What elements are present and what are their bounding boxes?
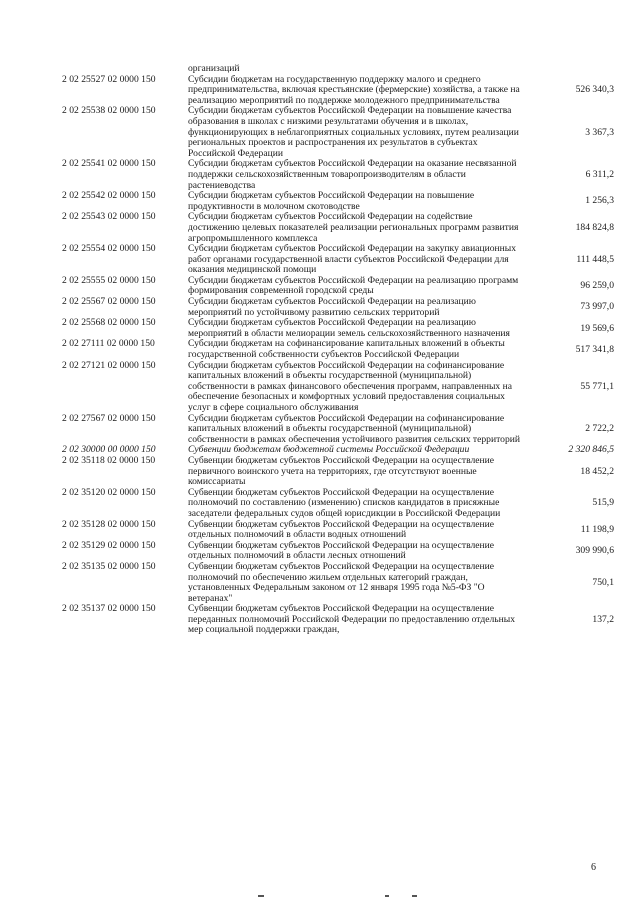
row-amount: 11 198,9: [580, 523, 614, 535]
scan-artifact: [412, 895, 417, 897]
row-code: 2 02 35128 02 0000 150: [62, 518, 156, 530]
row-code: 2 02 25555 02 0000 150: [62, 274, 156, 286]
table-row: [62, 64, 614, 75]
row-name: Субсидии бюджетам субъектов Российской Федерации на реализацию мероприятий в области мелиорации земель сельскохозяйственного назначения: [188, 317, 510, 339]
row-name: Субвенции бюджетам субъектов Российской Федерации на осуществление отдельных полномочий в области лесных отношений: [188, 539, 495, 562]
row-name: Субсидии бюджетам на софинансирование капитальных вложений в объекты государственной собственности субъектов Российской Федерации: [188, 338, 505, 361]
row-code: 2 02 35135 02 0000 150: [62, 560, 156, 572]
table-row: [62, 456, 614, 488]
row-amount: 750,1: [592, 576, 614, 588]
row-code: 2 02 30000 00 0000 150: [62, 444, 156, 456]
row-amount: [528, 64, 614, 75]
table-row: [62, 318, 614, 339]
budget-revenue-table: [62, 64, 614, 636]
row-amount: 19 569,6: [580, 322, 614, 334]
row-name: Субсидии бюджетам субъектов Российской Федерации на софинансирование капитальных вложений в объекты государственной (муниципальной) собственности в рамках обеспечения устойчивого развития сельских территорий: [188, 412, 521, 445]
row-code: 2 02 27567 02 0000 150: [62, 412, 156, 424]
row-name: Субсидии бюджетам на государственную поддержку малого и среднего предпринимательства, включая крестьянские (фермерские) хозяйства, а также на реализацию мероприятий по поддержке молодежного предпринимательства: [188, 73, 520, 106]
row-code: [62, 64, 186, 75]
row-amount: 137,2: [592, 613, 614, 625]
table-row: [62, 562, 614, 604]
row-name: Субвенции бюджетам субъектов Российской Федерации на осуществление отдельных полномочий в области водных отношений: [188, 518, 495, 541]
row-amount: 73 997,0: [580, 301, 614, 313]
row-name: Субсидии бюджетам субъектов Российской Федерации на закупку авиационных работ органами государственной власти субъектов Российской Федерации для оказания медицинской помощи: [188, 243, 517, 276]
row-name: Субсидии бюджетам субъектов Российской Федерации на повышение продуктивности в молочном скотоводстве: [188, 190, 475, 212]
row-code: 2 02 25554 02 0000 150: [62, 243, 156, 255]
row-name: Субсидии бюджетам субъектов Российской Федерации на реализацию мероприятий по устойчивому развитию сельских территорий: [188, 296, 476, 318]
row-code: 2 02 27121 02 0000 150: [62, 359, 156, 371]
row-amount: 1 256,3: [585, 195, 614, 207]
table-row: [62, 488, 614, 520]
row-code: 2 02 25543 02 0000 150: [62, 211, 156, 223]
row-code: 2 02 25541 02 0000 150: [62, 158, 156, 170]
row-code: 2 02 35137 02 0000 150: [62, 603, 156, 615]
row-amount: 517 341,8: [575, 343, 614, 355]
row-amount: 526 340,3: [575, 84, 614, 96]
row-amount: 3 367,3: [585, 126, 614, 138]
row-code: 2 02 35120 02 0000 150: [62, 486, 156, 498]
scan-artifact: [258, 895, 264, 897]
row-name: Субсидии бюджетам субъектов Российской Федерации на повышение качества образования в школах с низкими результатами обучения и в школах, функционирующих в неблагоприятных социальных условиях, путем реализации региональных проектов и распространения их результатов в субъектах Российской Федерации: [188, 105, 519, 159]
table-row: [62, 106, 614, 159]
row-code: 2 02 27111 02 0000 150: [62, 338, 155, 350]
row-code: 2 02 25527 02 0000 150: [62, 73, 156, 85]
row-name: Субвенции бюджетам бюджетной системы Российской Федерации: [188, 444, 470, 456]
row-name: организаций: [188, 63, 240, 74]
row-amount: 2 320 846,5: [568, 444, 614, 456]
table-row: [62, 191, 614, 212]
row-name: Субсидии бюджетам субъектов Российской Федерации на содействие достижению целевых показателей реализации региональных программ развития агропромышленного комплекса: [188, 211, 519, 244]
table-row: [62, 159, 614, 191]
table-row: [62, 212, 614, 244]
row-code: 2 02 25567 02 0000 150: [62, 296, 156, 308]
row-code: 2 02 25542 02 0000 150: [62, 190, 156, 202]
row-amount: 515,9: [592, 497, 614, 509]
row-name: Субвенции бюджетам субъектов Российской Федерации на осуществление полномочий по составлению (изменению) списков кандидатов в присяжные заседатели федеральных судов общей юрисдикции в Российской Федерации: [188, 486, 501, 519]
table-row: [62, 361, 614, 414]
row-amount: 184 824,8: [575, 221, 614, 233]
table-body: [62, 64, 614, 636]
row-name: Субсидии бюджетам субъектов Российской Федерации на оказание несвязанной поддержки сельскохозяйственным товаропроизводителям в области растениеводства: [188, 158, 517, 191]
page-number: 6: [591, 862, 596, 873]
table-row: [62, 520, 614, 541]
row-amount: 18 452,2: [580, 465, 614, 477]
row-amount: 55 771,1: [580, 380, 614, 392]
table-row: [62, 541, 614, 562]
row-name: Субвенции бюджетам субъектов Российской Федерации на осуществление полномочий по обеспечению жильем отдельных категорий граждан, установленных Федеральным законом от 12 января 1995 года №5-ФЗ "О ветеранах": [188, 560, 495, 604]
table-row: [62, 297, 614, 318]
row-code: 2 02 25538 02 0000 150: [62, 105, 156, 117]
row-amount: 96 259,0: [580, 280, 614, 292]
row-amount: 2 722,2: [585, 423, 614, 435]
table-row: [62, 604, 614, 636]
row-name: Субвенции бюджетам субъектов Российской Федерации на осуществление первичного воинского учета на территориях, где отсутствуют военные комиссариаты: [188, 454, 495, 488]
table-row: [62, 75, 614, 107]
row-amount: 111 448,5: [576, 253, 614, 265]
table-row: [62, 244, 614, 276]
row-code: 2 02 35118 02 0000 150: [62, 454, 156, 466]
row-amount: 6 311,2: [585, 168, 614, 180]
row-name: Субвенции бюджетам субъектов Российской Федерации на осуществление переданных полномочий Российской Федерации по предоставлению отдельных мер социальной поддержки граждан,: [188, 603, 516, 636]
row-code: 2 02 35129 02 0000 150: [62, 539, 156, 551]
table-row: [62, 414, 614, 446]
row-amount: 309 990,6: [575, 545, 614, 557]
table-row: [62, 339, 614, 360]
table-row: [62, 276, 614, 297]
row-name: Субсидии бюджетам субъектов Российской Федерации на софинансирование капитальных вложений в объекты государственной (муниципальной) собственности в рамках финансового обеспечения программ, направленных на обеспечение безопасных и комфортных условий предоставления социальных услуг в сфере социального обслуживания: [188, 359, 512, 413]
row-code: 2 02 25568 02 0000 150: [62, 317, 156, 329]
scan-artifact: [385, 895, 389, 897]
row-name: Субсидии бюджетам субъектов Российской Федерации на реализацию программ формирования современной городской среды: [188, 274, 519, 297]
